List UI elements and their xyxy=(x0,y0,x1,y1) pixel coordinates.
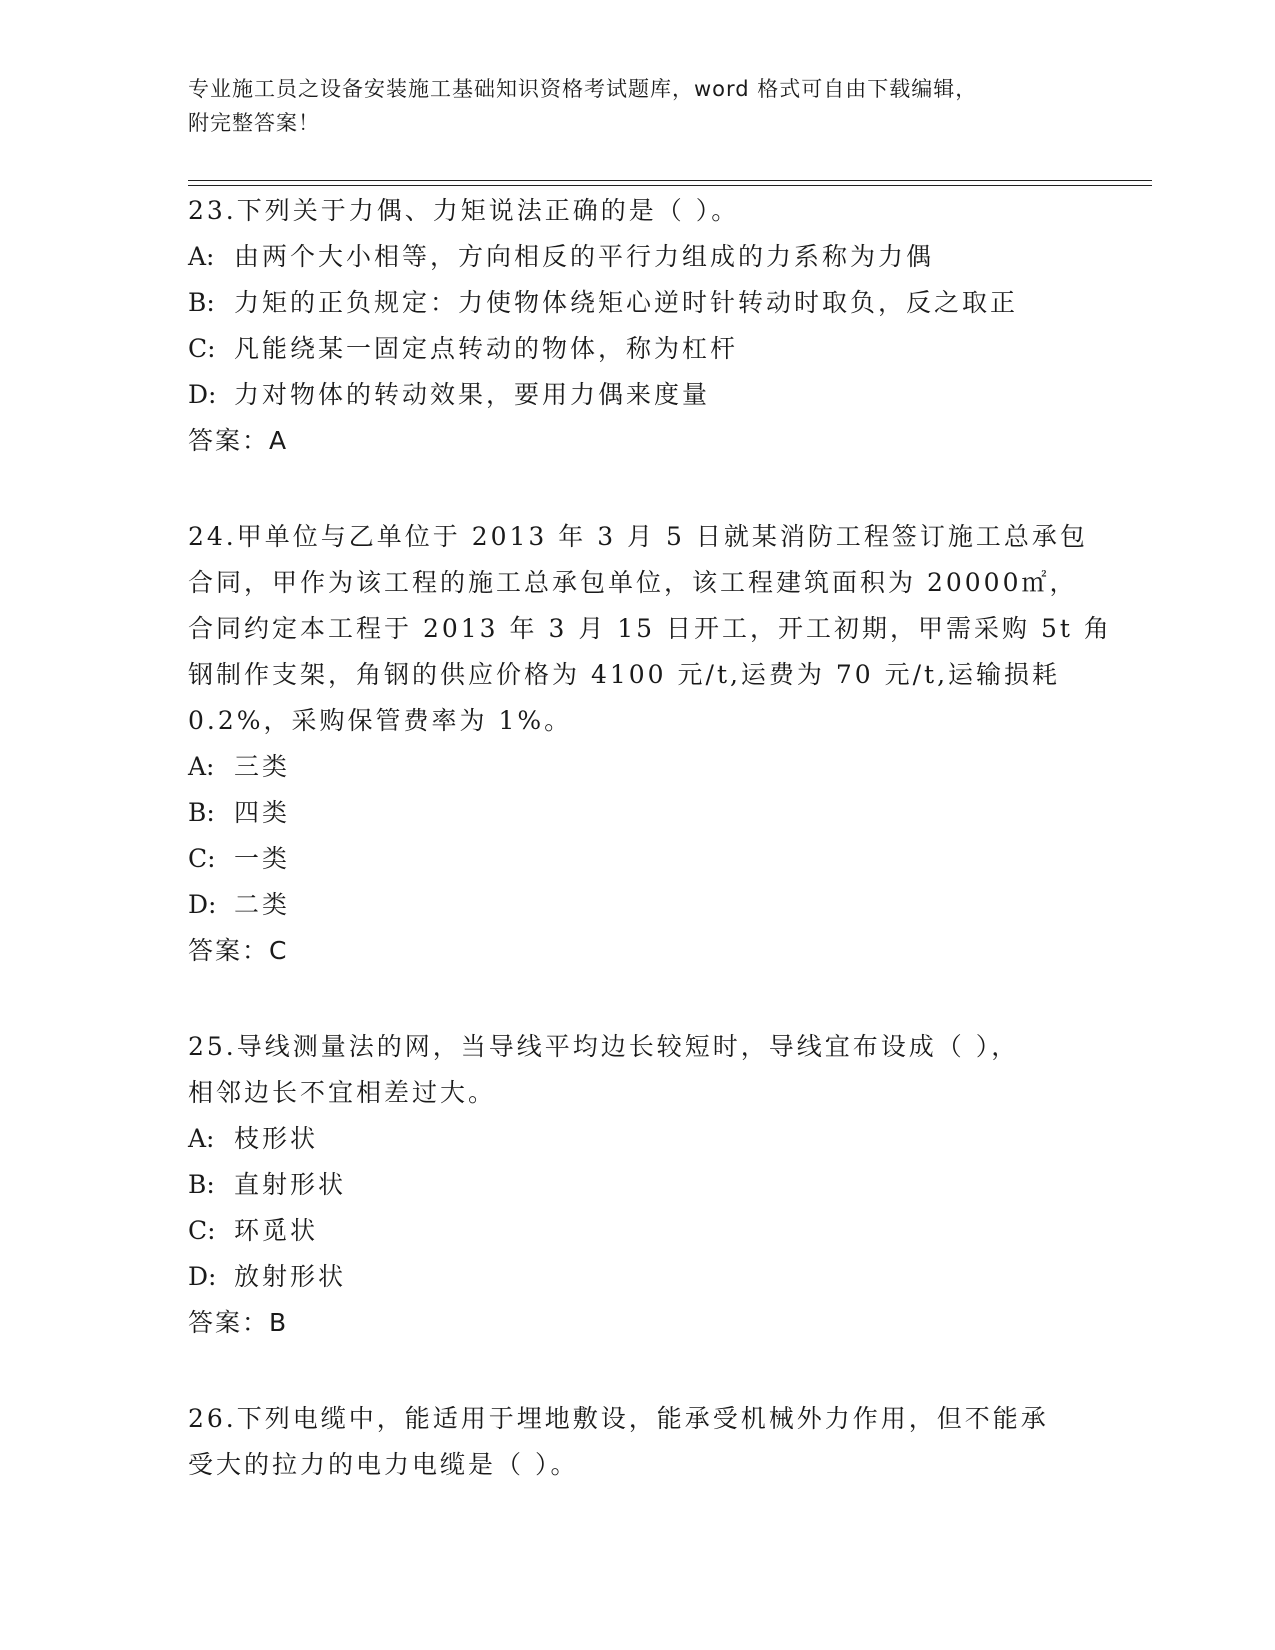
option-a xyxy=(188,744,1088,790)
question-25 xyxy=(188,1024,1088,1346)
option-text: 力对物体的转动效果，要用力偶来度量 xyxy=(234,380,711,409)
option-d xyxy=(188,882,1088,928)
answer-line: 答案：A xyxy=(188,426,289,455)
header-divider-top xyxy=(188,180,1152,181)
question-26 xyxy=(188,1396,1088,1488)
question-stem xyxy=(188,1024,1088,1116)
option-text: 二类 xyxy=(234,890,291,919)
option-d xyxy=(188,1254,1088,1300)
option-b xyxy=(188,1162,1088,1208)
option-d xyxy=(188,372,1088,418)
option-letter: B: xyxy=(188,1170,215,1199)
question-stem-line: 0.2%，采购保管费率为 1%。 xyxy=(188,706,573,735)
question-stem-line: 合同约定本工程于 2013 年 3 月 15 日开工，开工初期，甲需采购 5t 角 xyxy=(188,614,1112,643)
question-stem-line: 25.导线测量法的网，当导线平均边长较短时，导线宜布设成（ ）， xyxy=(188,1032,1020,1061)
option-c xyxy=(188,1208,1088,1254)
option-text: 力矩的正负规定：力使物体绕矩心逆时针转动时取负，反之取正 xyxy=(234,288,1019,317)
option-text: 凡能绕某一固定点转动的物体，称为杠杆 xyxy=(234,334,739,363)
option-letter: C: xyxy=(188,1216,216,1245)
question-stem xyxy=(188,188,1088,234)
option-c xyxy=(188,326,1088,372)
question-stem xyxy=(188,514,1112,744)
header-line: 附完整答案！ xyxy=(188,111,320,135)
option-text: 枝形状 xyxy=(234,1124,319,1153)
option-text: 放射形状 xyxy=(234,1262,347,1291)
question-list xyxy=(188,188,1112,1538)
option-c xyxy=(188,836,1088,882)
option-text: 四类 xyxy=(234,798,291,827)
question-stem-line: 合同，甲作为该工程的施工总承包单位，该工程建筑面积为 20000㎡， xyxy=(188,568,1078,597)
question-24 xyxy=(188,514,1112,974)
option-text: 环觅状 xyxy=(234,1216,319,1245)
option-text: 三类 xyxy=(234,752,291,781)
option-letter: A: xyxy=(188,1124,215,1153)
option-letter: B: xyxy=(188,798,215,827)
option-text: 由两个大小相等，方向相反的平行力组成的力系称为力偶 xyxy=(234,242,935,271)
option-letter: D: xyxy=(188,1262,217,1291)
option-b xyxy=(188,790,1088,836)
header-divider-bottom xyxy=(188,185,1152,186)
answer-line: 答案：C xyxy=(188,936,289,965)
option-a xyxy=(188,234,1088,280)
option-b xyxy=(188,280,1088,326)
question-stem-line: 23.下列关于力偶、力矩说法正确的是（ ）。 xyxy=(188,196,740,225)
option-letter: D: xyxy=(188,890,217,919)
option-text: 直射形状 xyxy=(234,1170,347,1199)
option-letter: C: xyxy=(188,334,216,363)
option-text: 一类 xyxy=(234,844,291,873)
option-letter: B: xyxy=(188,288,215,317)
header-line: 专业施工员之设备安装施工基础知识资格考试题库，word 格式可自由下载编辑， xyxy=(188,77,978,101)
question-stem-line: 钢制作支架，角钢的供应价格为 4100 元/t,运费为 70 元/t,运输损耗 xyxy=(188,660,1061,689)
option-letter: A: xyxy=(188,242,215,271)
answer-line: 答案：B xyxy=(188,1308,289,1337)
option-letter: A: xyxy=(188,752,215,781)
question-stem-line: 相邻边长不宜相差过大。 xyxy=(188,1078,497,1107)
question-stem-line: 26.下列电缆中，能适用于埋地敷设，能承受机械外力作用，但不能承 xyxy=(188,1404,1049,1433)
option-letter: C: xyxy=(188,844,216,873)
question-stem-line: 24.甲单位与乙单位于 2013 年 3 月 5 日就某消防工程签订施工总承包 xyxy=(188,522,1088,551)
question-stem xyxy=(188,1396,1088,1488)
document-header xyxy=(188,72,1068,140)
question-23 xyxy=(188,188,1088,464)
option-a xyxy=(188,1116,1088,1162)
option-letter: D: xyxy=(188,380,217,409)
question-stem-line: 受大的拉力的电力电缆是（ ）。 xyxy=(188,1450,579,1479)
